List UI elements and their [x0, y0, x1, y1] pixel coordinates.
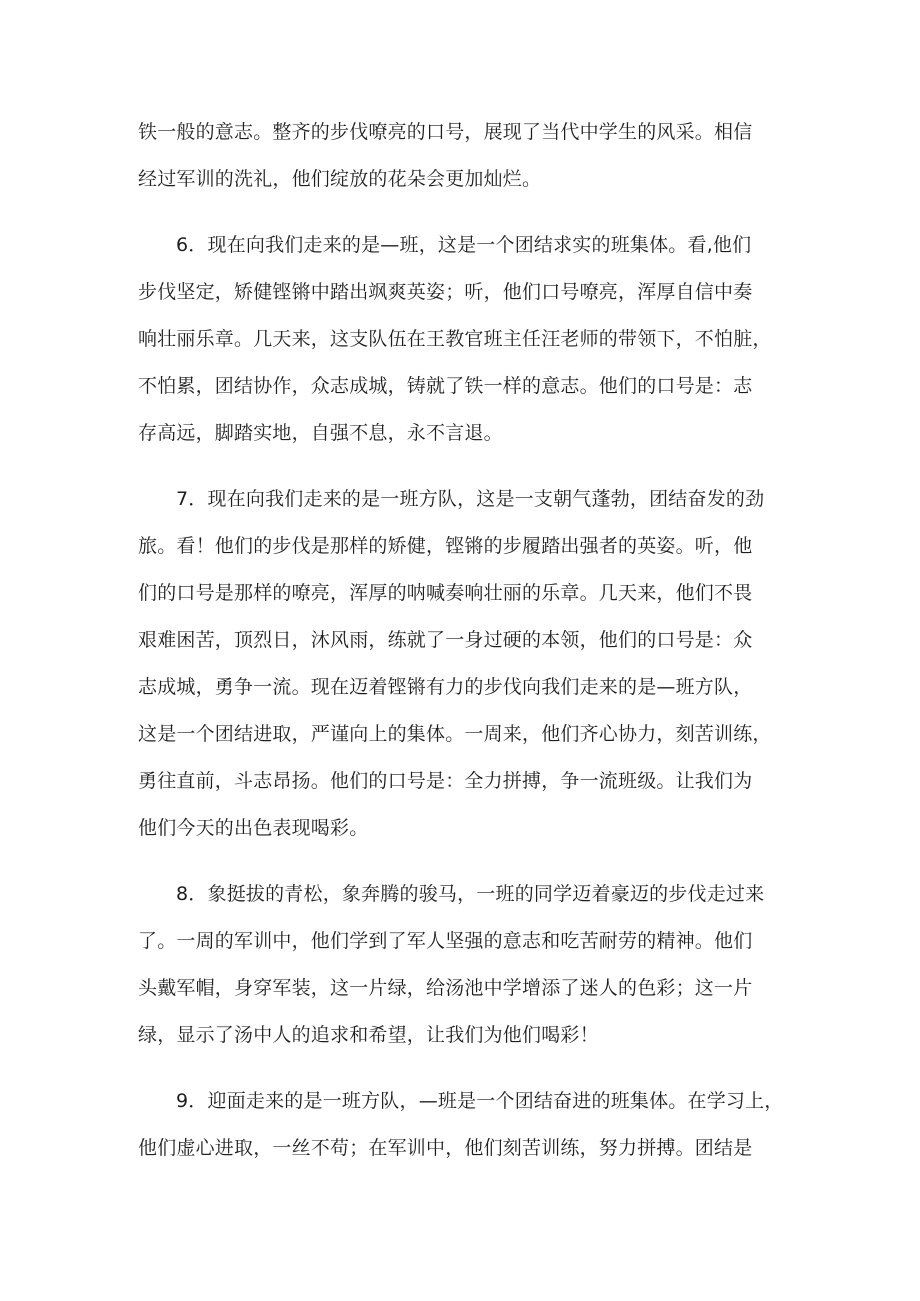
text-line: 铁一般的意志。整齐的步伐嘹亮的口号，展现了当代中学生的风采。相信	[138, 121, 753, 143]
text-line: 他们今天的出色表现喝彩。	[138, 817, 369, 839]
paragraph-7-start: 7．现在向我们走来的是一班方队，这是一支朝气蓬勃，团结奋发的劲	[176, 488, 765, 510]
text-line: 旅。看！他们的步伐是那样的矫健，铿锵的步履踏出强者的英姿。听，他	[138, 535, 753, 557]
paragraph-9-start: 9．迎面走来的是一班方队，—班是一个团结奋进的班集体。在学习上，	[176, 1090, 784, 1112]
text-line: 响壮丽乐章。几天来，这支队伍在王教官班主任汪老师的带领下，不怕脏，	[138, 328, 772, 350]
text-line: 这是一个团结进取，严谨向上的集体。一周来，他们齐心协力，刻苦训练，	[138, 723, 772, 745]
text-line: 了。一周的军训中，他们学到了军人坚强的意志和吃苦耐劳的精神。他们	[138, 930, 753, 952]
text-line: 勇往直前，斗志昂扬。他们的口号是：全力拼搏，争一流班级。让我们为	[138, 770, 753, 792]
text-line: 们的口号是那样的嘹亮，浑厚的呐喊奏响壮丽的乐章。几天来，他们不畏	[138, 582, 753, 604]
text-line: 绿，显示了汤中人的追求和希望，让我们为他们喝彩！	[138, 1024, 599, 1046]
text-line: 步伐坚定，矫健铿锵中踏出飒爽英姿；听，他们口号嘹亮，浑厚自信中奏	[138, 281, 753, 303]
paragraph-6-start: 6．现在向我们走来的是—班，这是一个团结求实的班集体。看,他们	[176, 234, 752, 256]
text-line: 经过军训的洗礼，他们绽放的花朵会更加灿烂。	[138, 168, 542, 190]
text-line: 存高远，脚踏实地，自强不息，永不言退。	[138, 422, 503, 444]
text-line: 头戴军帽，身穿军装，这一片绿，给汤池中学增添了迷人的色彩；这一片	[138, 977, 753, 999]
paragraph-8-start: 8．象挺拔的青松，象奔腾的骏马，一班的同学迈着豪迈的步伐走过来	[176, 883, 765, 905]
text-line: 他们虚心进取，一丝不苟；在军训中，他们刻苦训练，努力拼搏。团结是	[138, 1137, 753, 1159]
text-line: 志成城，勇争一流。现在迈着铿锵有力的步伐向我们走来的是—班方队，	[138, 676, 753, 698]
text-line: 不怕累，团结协作，众志成城，铸就了铁一样的意志。他们的口号是：志	[138, 375, 753, 397]
text-line: 艰难困苦，顶烈日，沐风雨，练就了一身过硬的本领，他们的口号是：众	[138, 629, 753, 651]
